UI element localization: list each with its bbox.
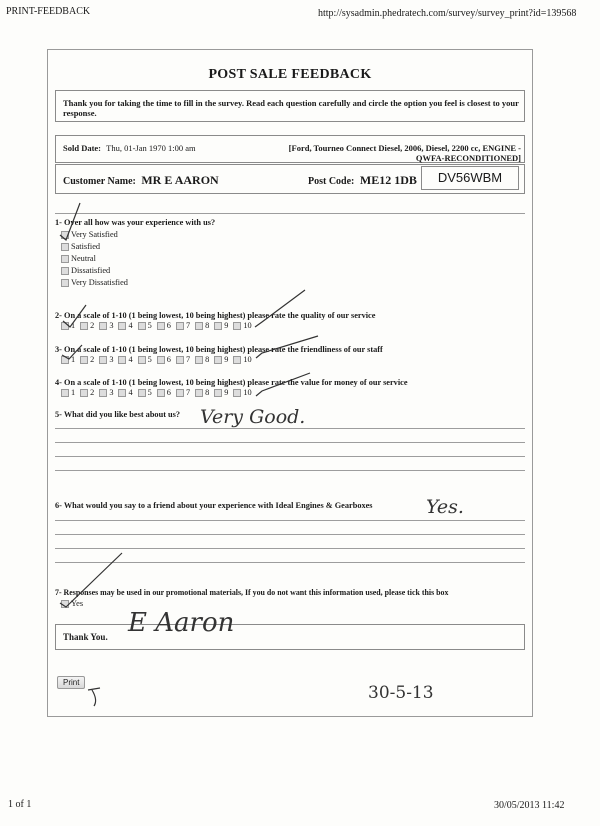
question-2: 2- On a scale of 1-10 (1 being lowest, 10 being highest) please rate the quality of our service: [55, 311, 376, 320]
print-datetime: 30/05/2013 11:42: [494, 800, 565, 811]
scale-option-label: 3: [109, 321, 114, 330]
q7-option-label: Yes: [71, 599, 84, 608]
scale-option-label: 1: [71, 321, 76, 330]
question-6: 6- What would you say to a friend about your experience with Ideal Engines & Gearboxes: [55, 501, 373, 510]
print-mark: [88, 688, 100, 706]
scale-option-label: 8: [205, 321, 210, 330]
tick-q2-1: [63, 305, 86, 327]
intro-text: Thank you for taking the time to fill in the survey. Read each question carefully and circle the option you feel is closest to your response.: [63, 98, 519, 118]
tick-q7: [60, 553, 122, 607]
question-1: 1- Over all how was your experience with us?: [55, 218, 216, 227]
scale-option-label: 2: [90, 321, 95, 330]
postcode-label: Post Code:: [308, 176, 355, 187]
postcode-value: ME12 1DB: [359, 173, 417, 187]
question-5: 5- What did you like best about us?: [55, 410, 181, 419]
customer-label: Customer Name:: [63, 176, 136, 187]
form-title: POST SALE FEEDBACK: [208, 67, 372, 82]
print-url: http://sysadmin.phedratech.com/survey/survey_print?id=139568: [318, 8, 577, 19]
thank-you-text: Thank You.: [63, 632, 108, 642]
scale-option-label: 9: [224, 388, 229, 397]
question-4: 4- On a scale of 1-10 (1 being lowest, 10 being highest) please rate the value for money of our service: [55, 378, 408, 387]
scale-option-label: 10: [243, 321, 252, 330]
vehicle-info-line1: [Ford, Tourneo Connect Diesel, 2006, Diesel, 2200 cc, ENGINE -: [288, 143, 521, 153]
tick-q4-10: [256, 373, 310, 396]
scale-option-label: 1: [71, 355, 76, 364]
tick-q3-10: [256, 336, 318, 358]
question-3: 3- On a scale of 1-10 (1 being lowest, 10 being highest) please rate the friendliness of our staff: [55, 345, 383, 354]
tick-q1: [60, 203, 80, 240]
customer-name: MR E AARON: [141, 173, 219, 187]
sold-date-value: Thu, 01-Jan 1970 1:00 am: [106, 143, 196, 153]
tick-q3-1: [62, 345, 82, 359]
q1-option-label: Very Dissatisfied: [71, 278, 128, 287]
scale-option-label: 4: [128, 321, 133, 330]
scale-option-label: 7: [185, 355, 191, 364]
q1-option-label: Neutral: [71, 254, 96, 263]
scale-option-label: 2: [90, 355, 95, 364]
scale-option-label: 4: [128, 355, 133, 364]
scale-option-label: 5: [147, 321, 152, 330]
sold-date-label: Sold Date:: [63, 143, 102, 153]
vehicle-info-line2: QWFA-RECONDITIONED]: [415, 153, 521, 163]
tick-q2-10: [255, 290, 305, 327]
scale-option-label: 9: [224, 355, 229, 364]
scale-option-label: 8: [205, 355, 210, 364]
scale-option-label: 4: [128, 388, 133, 397]
q5-answer[interactable]: Very Good.: [200, 406, 306, 428]
scale-option-label: 5: [147, 355, 152, 364]
scale-option-label: 1: [71, 388, 76, 397]
q1-option-label: Dissatisfied: [71, 266, 111, 275]
scale-option-label: 6: [166, 355, 171, 364]
scale-option-label: 3: [109, 388, 114, 397]
print-button[interactable]: Print: [57, 676, 85, 689]
scale-option-label: 9: [224, 321, 229, 330]
scale-option-label: 7: [185, 388, 191, 397]
scale-option-label: 6: [166, 321, 171, 330]
question-7: 7- Responses may be used in our promotional materials, If you do not want this information used, please tick this box: [55, 588, 449, 597]
scale-option-label: 6: [166, 388, 171, 397]
q1-option-label: Very Satisfied: [71, 230, 118, 239]
scale-option-label: 10: [243, 388, 252, 397]
handwritten-date: 30-5-13: [368, 683, 434, 703]
scale-option-label: 8: [205, 388, 210, 397]
print-page-label: PRINT-FEEDBACK: [6, 6, 91, 17]
scale-option-label: 10: [243, 355, 252, 364]
q6-answer[interactable]: Yes.: [426, 496, 464, 518]
scale-option-label: 5: [147, 388, 152, 397]
scale-option-label: 3: [109, 355, 114, 364]
signature: E Aaron: [128, 608, 235, 638]
page-count: 1 of 1: [8, 799, 32, 810]
scale-option-label: 7: [185, 321, 191, 330]
scale-option-label: 2: [90, 388, 95, 397]
registration-box: DV56WBM: [421, 166, 519, 190]
q1-option-label: Satisfied: [71, 242, 101, 251]
